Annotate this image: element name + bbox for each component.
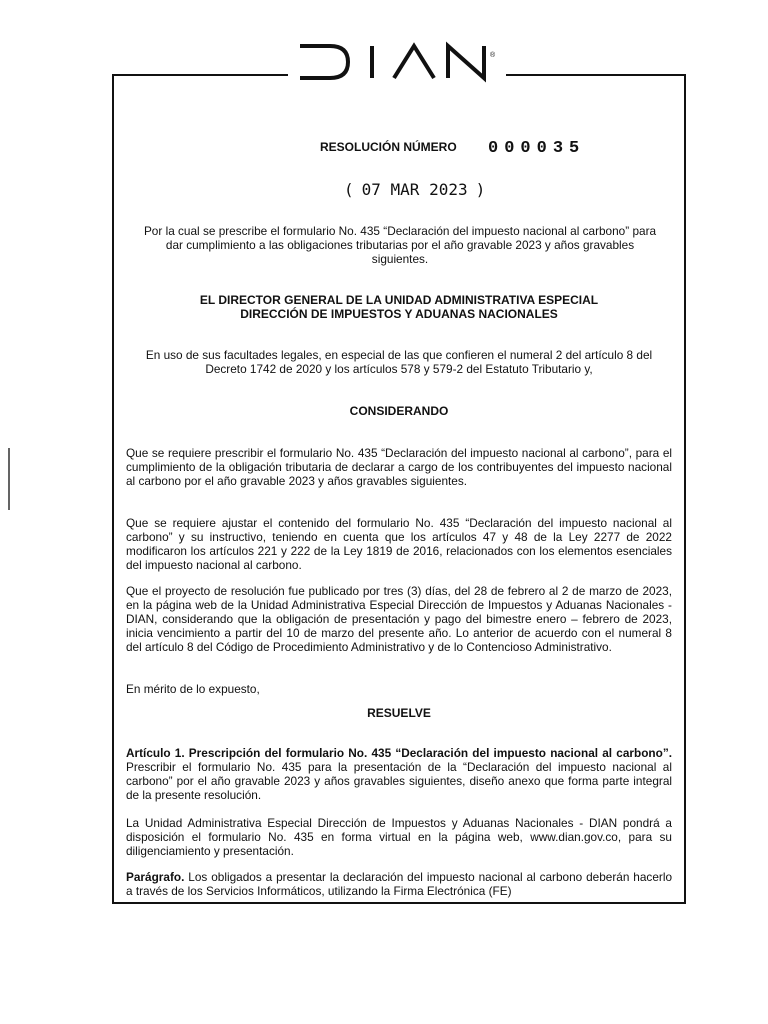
authority-heading: [126, 293, 672, 321]
considerando-paragraph-3: Que el proyecto de resolución fue publicado por tres (3) días, del 28 de febrero al 2 de marzo de 2023, en la página web de la Unidad Administrativa Especial Dirección de Impuestos y Aduanas Nacionales - DIAN, considerando que la obligación de presentación y pago del bimestre enero – febrero de 2023, inicia vencimiento a partir del 10 de marzo del presente año. Lo anterior de acuerdo con el numeral 8 del artículo 8 del Código de Procedimiento Administrativo y de lo Contencioso Administrativo.: [126, 584, 672, 654]
considerando-paragraph-2: Que se requiere ajustar el contenido del formulario No. 435 “Declaración del impuesto nacional al carbono” y su instructivo, teniendo en cuenta que los artículos 47 y 48 de la Ley 2277 de 2022 modificaron los artículos 221 y 222 de la Ley 1819 de 2016, relacionados con los elementos esenciales del impuesto nacional al carbono.: [126, 516, 672, 572]
resolution-label: RESOLUCIÓN NÚMERO: [320, 140, 457, 154]
resolution-number: 000035: [488, 139, 586, 158]
registered-mark: ®: [490, 52, 496, 59]
date-open-paren: (: [344, 180, 354, 199]
article-1-body: Prescribir el formulario No. 435 para la presentación de la “Declaración del impuesto nacional al carbono” por el año gravable 2023 y años gravables siguientes, diseño anexo que forma parte integral de la presente resolución.: [126, 760, 672, 802]
considerando-heading: CONSIDERANDO: [349, 404, 449, 418]
resuelve-heading: RESUELVE: [367, 706, 431, 720]
virtual-form-paragraph: La Unidad Administrativa Especial Dirección de Impuestos y Aduanas Nacionales - DIAN pondrá a disposición el formulario No. 435 en forma virtual en la página web, www.dian.gov.co, para su diligenciamiento y presentación.: [126, 816, 672, 858]
paragrafo-label: Parágrafo.: [126, 870, 185, 884]
resolution-number-line: [320, 138, 585, 157]
faculties-paragraph: En uso de sus facultades legales, en especial de las que confieren el numeral 2 del artículo 8 del Decreto 1742 de 2020 y los artículos 578 y 579-2 del Estatuto Tributario y,: [145, 348, 653, 376]
considerando-paragraph-4: En mérito de lo expuesto,: [126, 682, 260, 696]
paragrafo: [126, 870, 672, 898]
resolution-date: 07 MAR 2023: [361, 180, 468, 199]
date-close-paren: ): [475, 180, 486, 199]
margin-pen-mark: [8, 448, 10, 510]
dian-logo-mark: [296, 40, 506, 84]
authority-line-1: EL DIRECTOR GENERAL DE LA UNIDAD ADMINISTRATIVA ESPECIAL: [199, 293, 599, 307]
considerando-paragraph-1: Que se requiere prescribir el formulario No. 435 “Declaración del impuesto nacional al carbono”, para el cumplimiento de la obligación tributaria de declarar a cargo de los contribuyentes del impuesto nacional al carbono por el año gravable 2023 y años gravables siguientes.: [126, 446, 672, 488]
article-1: [126, 746, 672, 802]
paragrafo-body: Los obligados a presentar la declaración del impuesto nacional al carbono deberán hacerlo a través de los Servicios Informáticos, utilizando la Firma Electrónica (FE): [126, 870, 673, 898]
resolution-date-line: [336, 180, 493, 199]
dian-logo: [296, 40, 506, 84]
resolution-subject: Por la cual se prescribe el formulario No. 435 “Declaración del impuesto nacional al carbono” para dar cumplimiento a las obligaciones tributarias por el año gravable 2023 y años gravables siguientes.: [143, 224, 657, 266]
article-1-title: Artículo 1. Prescripción del formulario No. 435 “Declaración del impuesto nacional al carbono”.: [126, 746, 672, 760]
authority-line-2: DIRECCIÓN DE IMPUESTOS Y ADUANAS NACIONALES: [240, 307, 558, 321]
